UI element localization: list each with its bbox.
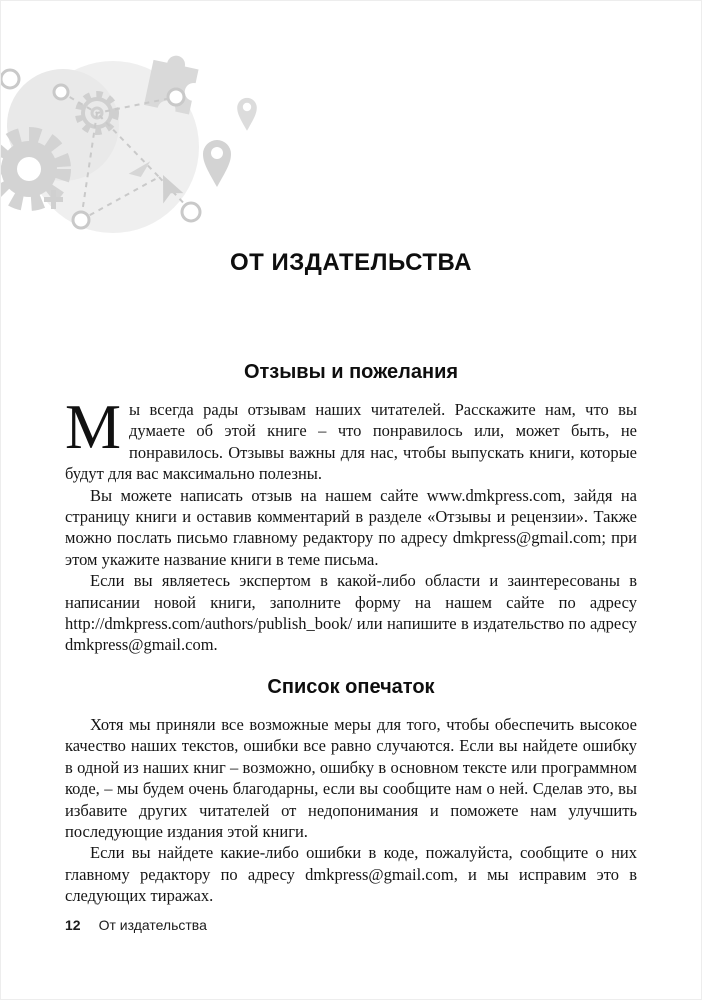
section-feedback: [65, 361, 637, 656]
map-pin-icon: [203, 140, 231, 187]
decorative-illustration: [1, 17, 281, 252]
paragraph-dropcap: [65, 392, 637, 485]
page-footer: [65, 917, 207, 933]
section-errata: [65, 676, 637, 907]
page-content: [1, 249, 701, 907]
paragraph: Если вы являетесь экспертом в какой-либо области и заинтересованы в написании новой книги, заполните форму на нашем сайте по адресу http://dmkpress.com/authors/publish_book/ или напишите в издательство по адресу dmkpress@gmail.com.: [65, 571, 637, 655]
map-pin-small-icon: [237, 98, 257, 131]
section-heading-feedback: Отзывы и пожелания: [243, 361, 459, 383]
chapter-title: ОТ ИЗДАТЕЛЬСТВА: [229, 249, 473, 276]
paragraph: Хотя мы приняли все возможные меры для того, чтобы обеспечить высокое качество наших текстов, ошибки все равно случаются. Если вы найдете ошибку в одной из наших книг – возможно, ошибку в основном тексте или программном коде, – мы будем очень благодарны, если вы сообщите нам о ней. Сделав это, вы избавите других читателей от недопонимания и поможете нам улучшить последующие издания этой книги.: [65, 714, 637, 841]
section-heading-errata: Список опечаток: [267, 675, 435, 698]
page-number: 12: [65, 917, 81, 933]
paragraph-text: ы всегда рады отзывам наших читателей. Расскажите нам, что вы думаете об этой книге – что понравилось или, может быть, не понравилось. Отзывы важны для нас, чтобы выпускать книги, которые будут для вас максимально полезны.: [65, 400, 637, 484]
drop-cap: М: [65, 392, 122, 462]
running-title: От издательства: [98, 917, 207, 933]
paragraph: Если вы найдете какие-либо ошибки в коде, пожалуйста, сообщите о них главному редактору по адресу dmkpress@gmail.com, и мы исправим это в следующих тиражах.: [65, 843, 637, 906]
paragraph: Вы можете написать отзыв на нашем сайте www.dmkpress.com, зайдя на страницу книги и оставив комментарий в разделе «Отзывы и рецензии». Также можно послать письмо главному редактору по адресу dmkpress@gmail.com; при этом укажите название книги в теме письма.: [65, 485, 637, 569]
